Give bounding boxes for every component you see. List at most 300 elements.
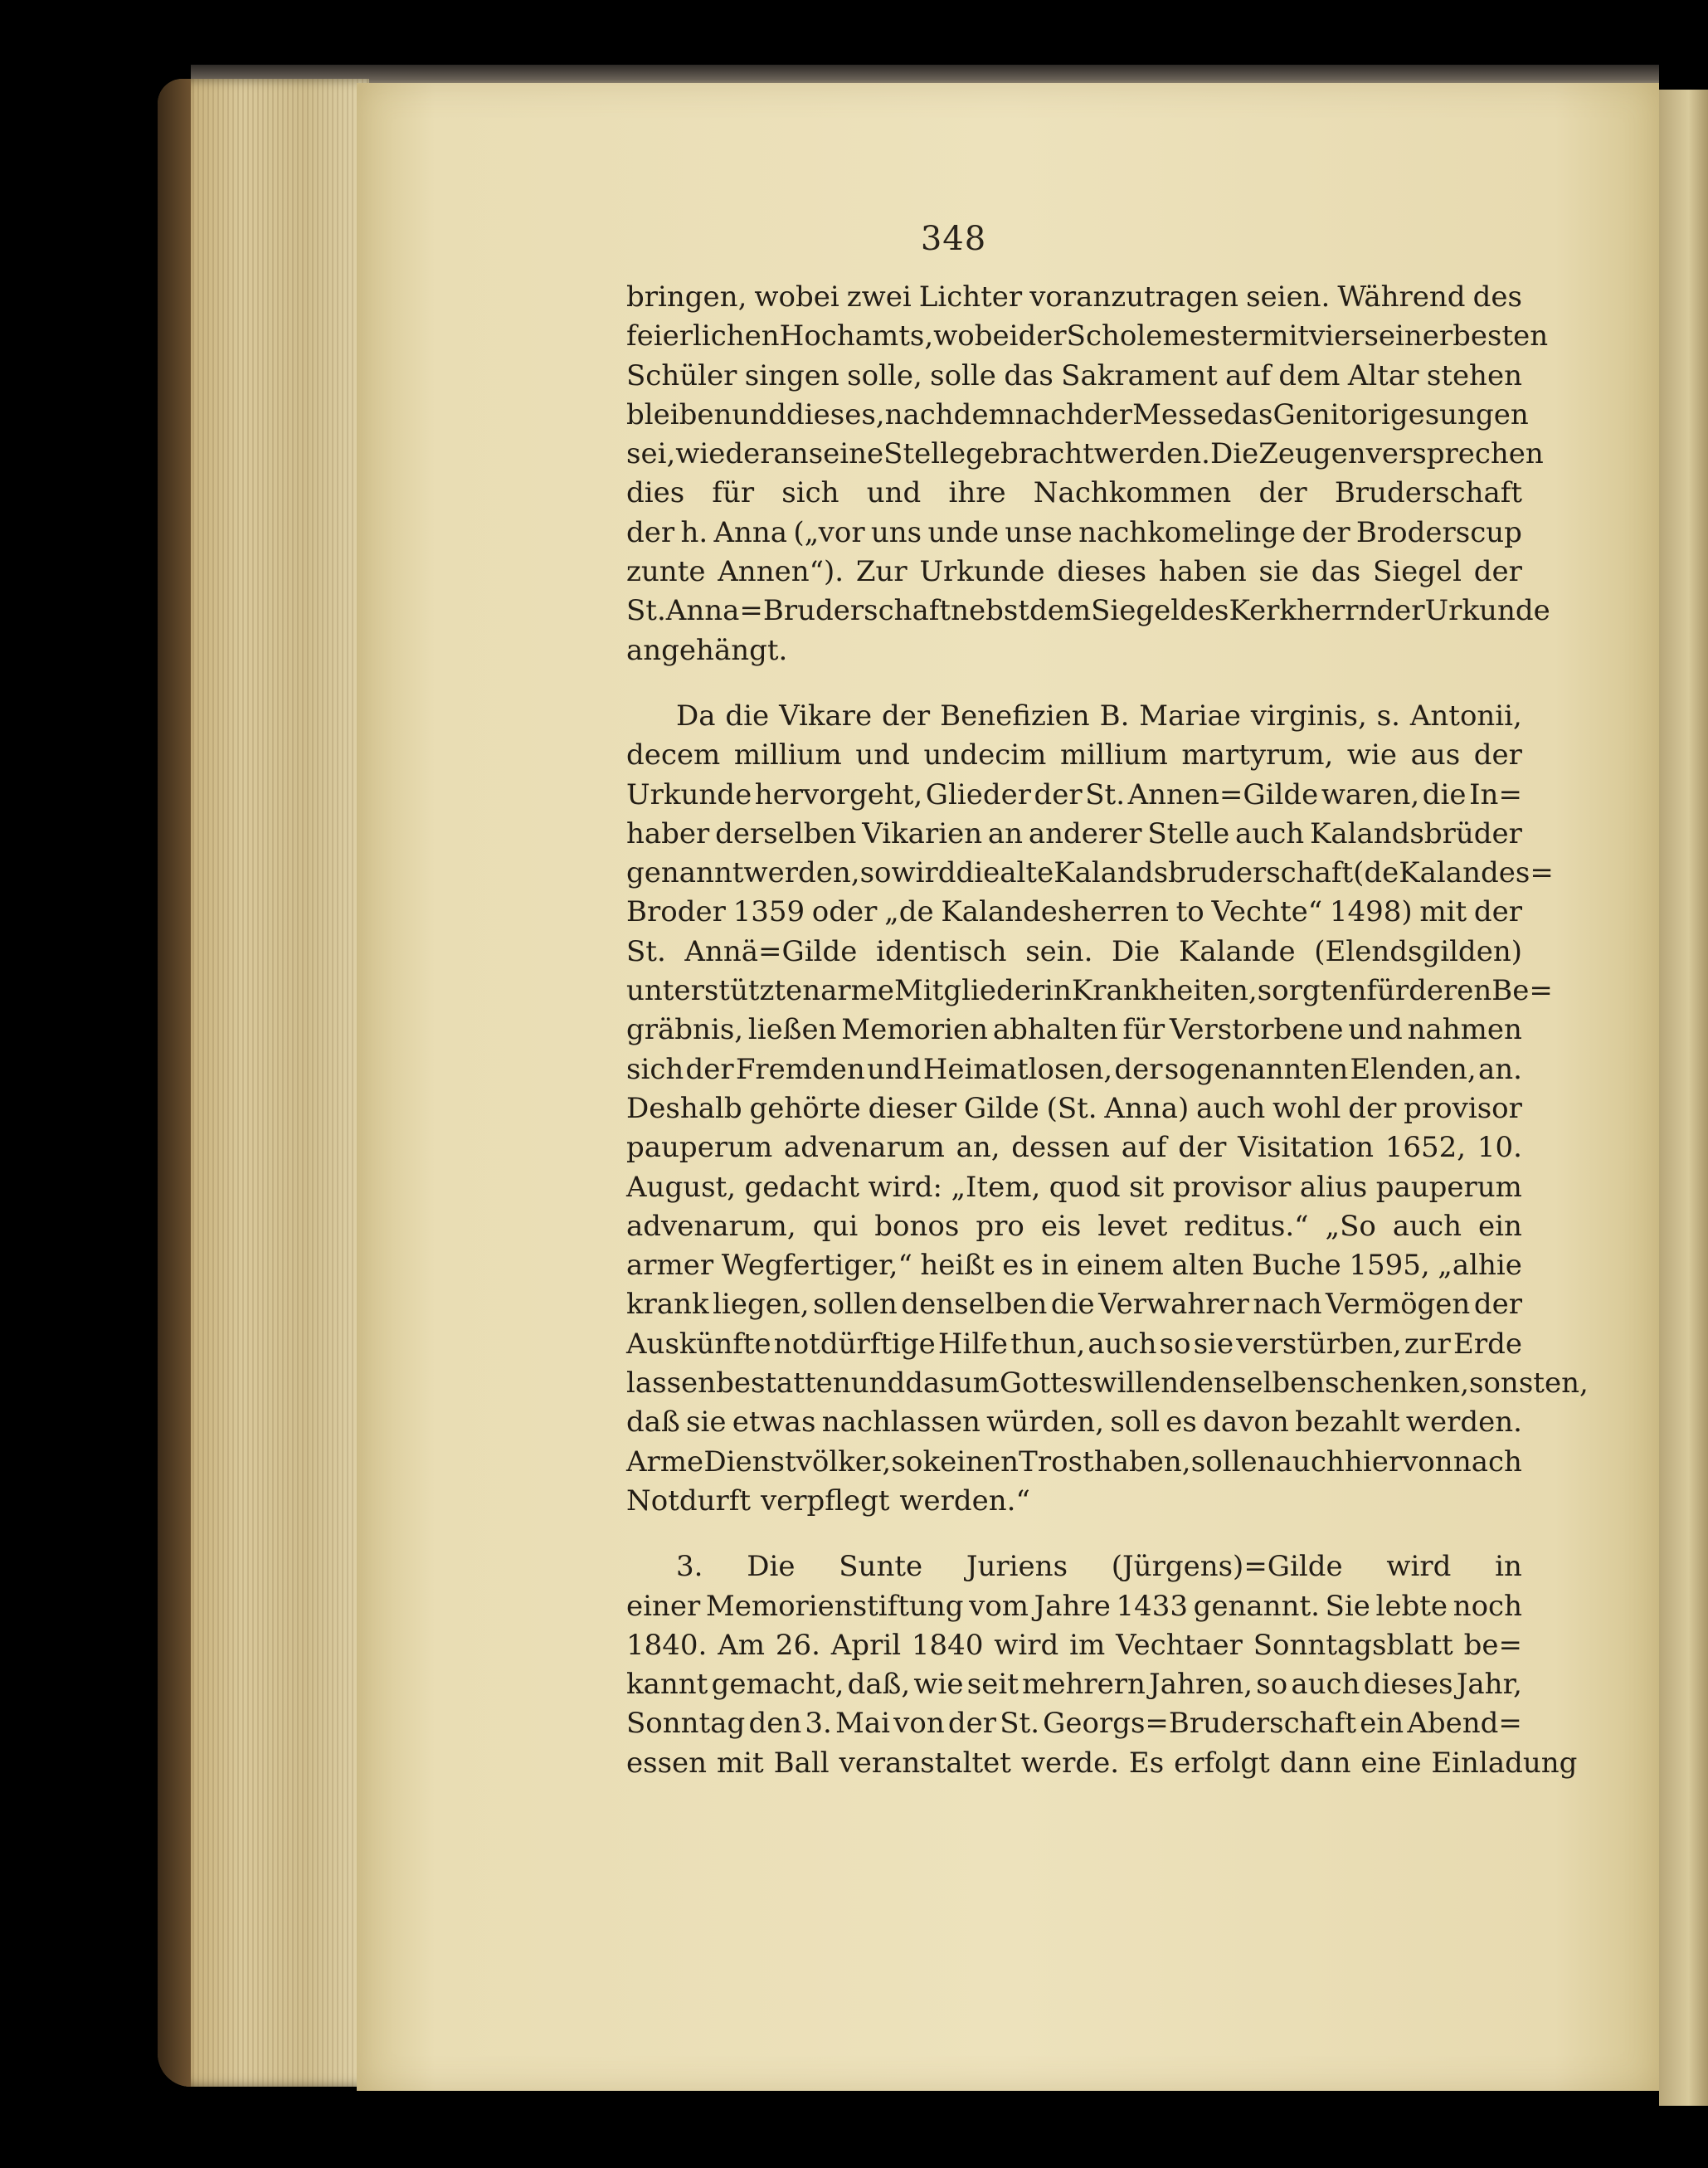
word: Altar bbox=[1347, 358, 1419, 392]
word: Kalande bbox=[1178, 934, 1296, 968]
text-line bbox=[626, 1626, 1522, 1665]
word: Jahr, bbox=[1456, 1668, 1522, 1702]
word: zunte bbox=[626, 555, 706, 589]
word: Wegfertiger,“ bbox=[721, 1249, 912, 1283]
word: denselben bbox=[901, 1288, 1048, 1322]
word: 1359 bbox=[732, 895, 805, 929]
text-line bbox=[626, 1285, 1522, 1324]
word: Kalandesherren bbox=[941, 895, 1169, 929]
word: nach bbox=[1015, 397, 1084, 431]
word: der bbox=[1018, 319, 1067, 353]
word: solle bbox=[930, 358, 996, 392]
word: werden. bbox=[1405, 1406, 1522, 1440]
word: sie bbox=[1258, 555, 1299, 589]
word: Die bbox=[1112, 934, 1161, 968]
text-line bbox=[626, 1207, 1522, 1246]
word: Siegel bbox=[1372, 555, 1462, 589]
word: der bbox=[1302, 515, 1350, 549]
word: unde bbox=[927, 515, 1000, 549]
word: auch bbox=[1291, 1668, 1360, 1702]
word: dieses, bbox=[786, 397, 885, 431]
text-line bbox=[626, 972, 1553, 1011]
text-line bbox=[626, 592, 1550, 631]
text-line bbox=[626, 1011, 1522, 1050]
word: besten bbox=[1453, 319, 1549, 353]
word: vom bbox=[969, 1589, 1029, 1623]
word: der bbox=[685, 1052, 734, 1086]
word: auf bbox=[1225, 358, 1271, 392]
word: ein bbox=[1360, 1707, 1404, 1741]
word: Kalandes= bbox=[1399, 856, 1554, 890]
word: bleiben bbox=[626, 397, 732, 431]
word: armer bbox=[626, 1249, 714, 1283]
word: gemacht, bbox=[711, 1668, 844, 1702]
text-line bbox=[626, 697, 1522, 736]
word: reditus.“ bbox=[1184, 1209, 1309, 1243]
word: so bbox=[1256, 1668, 1288, 1702]
word: millium bbox=[733, 738, 842, 772]
word: Gilde bbox=[963, 1091, 1039, 1125]
word: nachlassen bbox=[821, 1406, 981, 1440]
word: Gotteswillen bbox=[999, 1367, 1180, 1401]
word: den bbox=[748, 1707, 802, 1741]
word: Urkunde bbox=[1424, 594, 1550, 628]
word: lassen bbox=[626, 1367, 717, 1401]
word: verstürben, bbox=[1236, 1327, 1402, 1361]
word: ein bbox=[1478, 1209, 1522, 1243]
word: Mitglieder bbox=[894, 974, 1045, 1008]
word: notdürftige bbox=[773, 1327, 936, 1361]
word: einem bbox=[1076, 1249, 1164, 1283]
word: dann bbox=[1279, 1746, 1351, 1780]
word: so bbox=[1159, 1327, 1191, 1361]
paragraph-gap bbox=[626, 1521, 1522, 1547]
word: Annen“). bbox=[718, 555, 844, 589]
word: alten bbox=[1171, 1249, 1244, 1283]
word: würden, bbox=[986, 1406, 1105, 1440]
word: advenarum bbox=[783, 1131, 945, 1165]
word: der bbox=[1473, 1288, 1522, 1322]
word: Einladung bbox=[1431, 1746, 1578, 1780]
word: Hilfe bbox=[937, 1327, 1008, 1361]
word: vier bbox=[1308, 319, 1365, 353]
word: an bbox=[773, 437, 809, 471]
word: von bbox=[893, 1707, 945, 1741]
word: waren, bbox=[1321, 777, 1420, 811]
word: das bbox=[905, 1367, 955, 1401]
word: provisor bbox=[1172, 1170, 1292, 1204]
word: April bbox=[830, 1628, 902, 1662]
word: unterstützten bbox=[626, 974, 821, 1008]
word: gedacht bbox=[744, 1170, 860, 1204]
word: wie bbox=[913, 1668, 964, 1702]
word: Dienstvölker, bbox=[703, 1445, 892, 1479]
word: Vermögen bbox=[1326, 1288, 1471, 1322]
word: und bbox=[1348, 1013, 1403, 1047]
word: werde. bbox=[1020, 1746, 1120, 1780]
word: wohl bbox=[1272, 1091, 1341, 1125]
word: der bbox=[1114, 1052, 1163, 1086]
word: Annä=Gilde bbox=[684, 934, 858, 968]
word: feierlichen bbox=[626, 319, 780, 353]
word: („vor bbox=[793, 515, 865, 549]
text-line bbox=[626, 1050, 1522, 1089]
word: unse bbox=[1005, 515, 1073, 549]
word: Memorien bbox=[841, 1013, 989, 1047]
text-line bbox=[626, 1547, 1522, 1586]
word: Arme bbox=[626, 1445, 704, 1479]
word: Annen=Gilde bbox=[1127, 777, 1319, 811]
word: zwei bbox=[846, 280, 912, 314]
text-line bbox=[626, 1665, 1522, 1704]
word: Bruderschaft bbox=[1334, 476, 1522, 510]
word: sit bbox=[1129, 1170, 1165, 1204]
word: Juriens bbox=[966, 1550, 1068, 1584]
word: verpflegt bbox=[760, 1483, 890, 1518]
text-line bbox=[626, 893, 1522, 932]
word: der bbox=[882, 699, 931, 733]
word: decem bbox=[626, 738, 721, 772]
text-line bbox=[626, 1744, 1578, 1783]
word: arme bbox=[820, 974, 894, 1008]
word: Siegel bbox=[1091, 594, 1180, 628]
word: singen bbox=[744, 358, 839, 392]
word: etwas bbox=[732, 1406, 816, 1440]
word: 10. bbox=[1477, 1131, 1522, 1165]
word: Vikarien bbox=[862, 816, 983, 850]
word: hervorgeht, bbox=[754, 777, 923, 811]
word: anderer bbox=[1028, 816, 1142, 850]
word: an. bbox=[1477, 1052, 1522, 1086]
word: und bbox=[850, 1367, 906, 1401]
page-number: 348 bbox=[920, 220, 987, 258]
text-line bbox=[626, 776, 1522, 815]
word: B. bbox=[1099, 699, 1130, 733]
word: Verwahrer bbox=[1098, 1288, 1249, 1322]
word: alte bbox=[1000, 856, 1054, 890]
word: der bbox=[1376, 594, 1425, 628]
word: Buche bbox=[1251, 1249, 1341, 1283]
word: „de bbox=[884, 895, 934, 929]
word: Urkunde bbox=[919, 555, 1045, 589]
word: St. bbox=[626, 934, 666, 968]
word: 3. bbox=[805, 1707, 832, 1741]
word: sein. bbox=[1025, 934, 1093, 968]
word: be= bbox=[1463, 1628, 1522, 1662]
word: sorgten bbox=[1257, 974, 1367, 1008]
word: Nachkommen bbox=[1033, 476, 1232, 510]
word: dem bbox=[1029, 594, 1092, 628]
word: s. bbox=[1376, 699, 1400, 733]
text-line bbox=[626, 553, 1522, 592]
word: keinen bbox=[922, 1445, 1019, 1479]
word: Schüler bbox=[626, 358, 737, 392]
word: undecim bbox=[923, 738, 1047, 772]
word: wobei bbox=[754, 280, 839, 314]
word: millium bbox=[1059, 738, 1168, 772]
text-line bbox=[626, 736, 1522, 775]
word: Benefizien bbox=[940, 699, 1090, 733]
word: wird bbox=[1386, 1550, 1452, 1584]
word: Erde bbox=[1453, 1327, 1522, 1361]
word: der bbox=[1348, 1091, 1397, 1125]
word: Vechte“ bbox=[1211, 895, 1323, 929]
word: auch bbox=[1196, 1091, 1266, 1125]
word: auch bbox=[1235, 816, 1305, 850]
word: abhalten bbox=[992, 1013, 1118, 1047]
word: daß bbox=[626, 1406, 680, 1440]
word: Abend= bbox=[1407, 1707, 1522, 1741]
word: werden. bbox=[1093, 437, 1210, 471]
word: erfolgt bbox=[1174, 1746, 1270, 1780]
word: sich bbox=[781, 476, 839, 510]
word: Antonii, bbox=[1409, 699, 1522, 733]
word: seien. bbox=[1246, 280, 1331, 314]
word: Sonntagsblatt bbox=[1253, 1628, 1453, 1662]
word: seit bbox=[966, 1668, 1019, 1702]
text-line bbox=[626, 854, 1554, 893]
word: genannt bbox=[626, 856, 744, 890]
word: des bbox=[1472, 280, 1522, 314]
word: Scholemester bbox=[1066, 319, 1263, 353]
word: solle, bbox=[847, 358, 922, 392]
word: kannt bbox=[626, 1668, 708, 1702]
word: gräbnis, bbox=[626, 1013, 744, 1047]
word: das bbox=[1004, 358, 1054, 392]
word: Trost bbox=[1019, 1445, 1094, 1479]
word: bringen, bbox=[626, 280, 747, 314]
word: gehörte bbox=[749, 1091, 861, 1125]
word: soll bbox=[1110, 1406, 1160, 1440]
word: haben bbox=[1158, 555, 1247, 589]
word: Broder bbox=[626, 895, 726, 929]
word: es bbox=[1165, 1406, 1197, 1440]
word: in bbox=[1495, 1550, 1522, 1584]
word: der bbox=[1473, 738, 1522, 772]
word: und bbox=[866, 476, 922, 510]
word: Urkunde bbox=[626, 777, 752, 811]
word: einer bbox=[626, 1589, 701, 1623]
word: Messe bbox=[1132, 397, 1224, 431]
word: wird bbox=[891, 856, 956, 890]
word: um bbox=[954, 1367, 1000, 1401]
word: voranzutragen bbox=[1029, 280, 1239, 314]
word: so bbox=[891, 1445, 923, 1479]
text-line bbox=[626, 1364, 1589, 1403]
word: des bbox=[1180, 594, 1229, 628]
word: in bbox=[1044, 974, 1072, 1008]
word: haben, bbox=[1093, 1445, 1191, 1479]
word: der bbox=[1258, 476, 1307, 510]
word: sollen bbox=[1190, 1445, 1276, 1479]
word: thun, bbox=[1010, 1327, 1086, 1361]
word: mit bbox=[1262, 319, 1309, 353]
word: Vikare bbox=[779, 699, 873, 733]
word: genannt. bbox=[1193, 1589, 1320, 1623]
word: schenken, bbox=[1325, 1367, 1470, 1401]
word: deren bbox=[1409, 974, 1492, 1008]
word: wieder bbox=[675, 437, 774, 471]
text-line bbox=[626, 1168, 1522, 1207]
word: zur bbox=[1404, 1327, 1451, 1361]
word: nachkomelinge bbox=[1078, 515, 1297, 549]
book-spine bbox=[158, 79, 191, 2087]
word: ließen bbox=[747, 1013, 837, 1047]
text-line bbox=[626, 514, 1522, 553]
word: Es bbox=[1128, 1746, 1165, 1780]
word: (Elendsgilden) bbox=[1314, 934, 1522, 968]
word: der bbox=[947, 1707, 997, 1741]
text-line bbox=[626, 815, 1522, 854]
word: der bbox=[1473, 555, 1522, 589]
word: davon bbox=[1203, 1406, 1289, 1440]
text-line bbox=[626, 1089, 1522, 1128]
word: 1840 bbox=[911, 1628, 984, 1662]
text-line bbox=[626, 1482, 1522, 1521]
word: levet bbox=[1097, 1209, 1168, 1243]
word: Sie bbox=[1325, 1589, 1370, 1623]
word: pauperum bbox=[626, 1131, 773, 1165]
word: eine bbox=[1360, 1746, 1422, 1780]
word: 26. bbox=[775, 1628, 820, 1662]
word: an bbox=[987, 816, 1024, 850]
word: wird: bbox=[868, 1170, 942, 1204]
word: Sunte bbox=[839, 1550, 923, 1584]
text-line bbox=[626, 357, 1522, 396]
word: liegen, bbox=[713, 1288, 810, 1322]
word: Während bbox=[1337, 280, 1466, 314]
word: (Jürgens)=Gilde bbox=[1111, 1550, 1343, 1584]
word: für bbox=[1122, 1013, 1165, 1047]
word: uns bbox=[870, 515, 922, 549]
word: dem bbox=[1278, 358, 1341, 392]
text-line bbox=[626, 631, 1522, 670]
word: 1652, bbox=[1384, 1131, 1467, 1165]
text-line bbox=[626, 1325, 1522, 1364]
word: Sonntag bbox=[626, 1707, 746, 1741]
word: derselben bbox=[715, 816, 857, 850]
word: 1595, bbox=[1349, 1249, 1430, 1283]
word: seine bbox=[808, 437, 884, 471]
word: seiner bbox=[1364, 319, 1453, 353]
body-text bbox=[626, 278, 1589, 1783]
text-line bbox=[626, 1587, 1522, 1626]
word: der bbox=[1034, 777, 1083, 811]
word: Notdurft bbox=[626, 1483, 752, 1518]
word: auf bbox=[1121, 1131, 1167, 1165]
word: Ball bbox=[773, 1746, 830, 1780]
word: die bbox=[956, 856, 1000, 890]
word: pauperum bbox=[1375, 1170, 1522, 1204]
word: im bbox=[1069, 1628, 1106, 1662]
word: der bbox=[1178, 1131, 1227, 1165]
word: bezahlt bbox=[1295, 1406, 1400, 1440]
word: Kerkherrn bbox=[1229, 594, 1377, 628]
text-line bbox=[626, 1403, 1522, 1442]
word: Am bbox=[718, 1628, 765, 1662]
word: h. bbox=[680, 515, 708, 549]
word: veranstaltet bbox=[839, 1746, 1011, 1780]
word: Be= bbox=[1491, 974, 1553, 1008]
word: es bbox=[1002, 1249, 1034, 1283]
word: die bbox=[725, 699, 770, 733]
word: die bbox=[1050, 1288, 1095, 1322]
word: qui bbox=[812, 1209, 859, 1243]
word: Deshalb bbox=[626, 1091, 742, 1125]
word: 1840. bbox=[626, 1628, 708, 1662]
word: Jahre bbox=[1034, 1589, 1111, 1623]
word: sie bbox=[1193, 1327, 1234, 1361]
word: Mai bbox=[835, 1707, 890, 1741]
word: dieses bbox=[1363, 1668, 1453, 1702]
text-line bbox=[626, 278, 1522, 317]
word: Elenden, bbox=[1350, 1052, 1477, 1086]
word: krank bbox=[626, 1288, 709, 1322]
word: Verstorbene bbox=[1169, 1013, 1344, 1047]
word: Heimatlosen, bbox=[922, 1052, 1113, 1086]
word: wobei bbox=[933, 319, 1019, 353]
word: nachdem bbox=[884, 397, 1015, 431]
word: dieses bbox=[1057, 555, 1147, 589]
word: „Item, bbox=[951, 1170, 1041, 1204]
word: der bbox=[1473, 895, 1522, 929]
text-line bbox=[626, 396, 1529, 435]
word: so bbox=[859, 856, 892, 890]
word: und bbox=[732, 397, 786, 431]
word: Stelle bbox=[1147, 816, 1230, 850]
word: nahmen bbox=[1407, 1013, 1522, 1047]
word: haber bbox=[626, 816, 710, 850]
word: mit bbox=[1419, 895, 1467, 929]
word: sich bbox=[626, 1052, 684, 1086]
word: sonsten, bbox=[1469, 1367, 1589, 1401]
word: Genitori bbox=[1272, 397, 1390, 431]
word: versprechen bbox=[1365, 437, 1544, 471]
word: Kalandsbruderschaft bbox=[1054, 856, 1354, 890]
word: daß, bbox=[847, 1668, 911, 1702]
text-line bbox=[626, 1443, 1522, 1482]
word: Lichter bbox=[918, 280, 1023, 314]
word: „alhie bbox=[1438, 1249, 1522, 1283]
text-line bbox=[626, 1246, 1522, 1285]
word: identisch bbox=[875, 934, 1007, 968]
text-line bbox=[626, 474, 1522, 513]
word: Auskünfte bbox=[626, 1327, 771, 1361]
word: auch bbox=[1088, 1327, 1157, 1361]
word: dieser bbox=[868, 1091, 957, 1125]
word: der bbox=[626, 515, 675, 549]
word: Kalandsbrüder bbox=[1309, 816, 1522, 850]
word: gebracht bbox=[966, 437, 1094, 471]
word: 1498) bbox=[1329, 895, 1413, 929]
word: Da bbox=[676, 699, 716, 733]
word: in bbox=[1041, 1249, 1069, 1283]
word: nebst bbox=[951, 594, 1029, 628]
word: to bbox=[1175, 895, 1204, 929]
word: pro bbox=[976, 1209, 1024, 1243]
word: stehen bbox=[1426, 358, 1522, 392]
word: (St. bbox=[1046, 1091, 1097, 1125]
word: Glieder bbox=[925, 777, 1031, 811]
word: das bbox=[1224, 397, 1273, 431]
word: und bbox=[855, 738, 910, 772]
word: nach bbox=[1253, 1288, 1322, 1322]
word: werden.“ bbox=[899, 1483, 1030, 1518]
facing-page-edge bbox=[1659, 90, 1708, 2106]
word: Broderscup bbox=[1355, 515, 1522, 549]
word: Anna=Bruderschaft bbox=[665, 594, 951, 628]
word: sie bbox=[686, 1406, 727, 1440]
